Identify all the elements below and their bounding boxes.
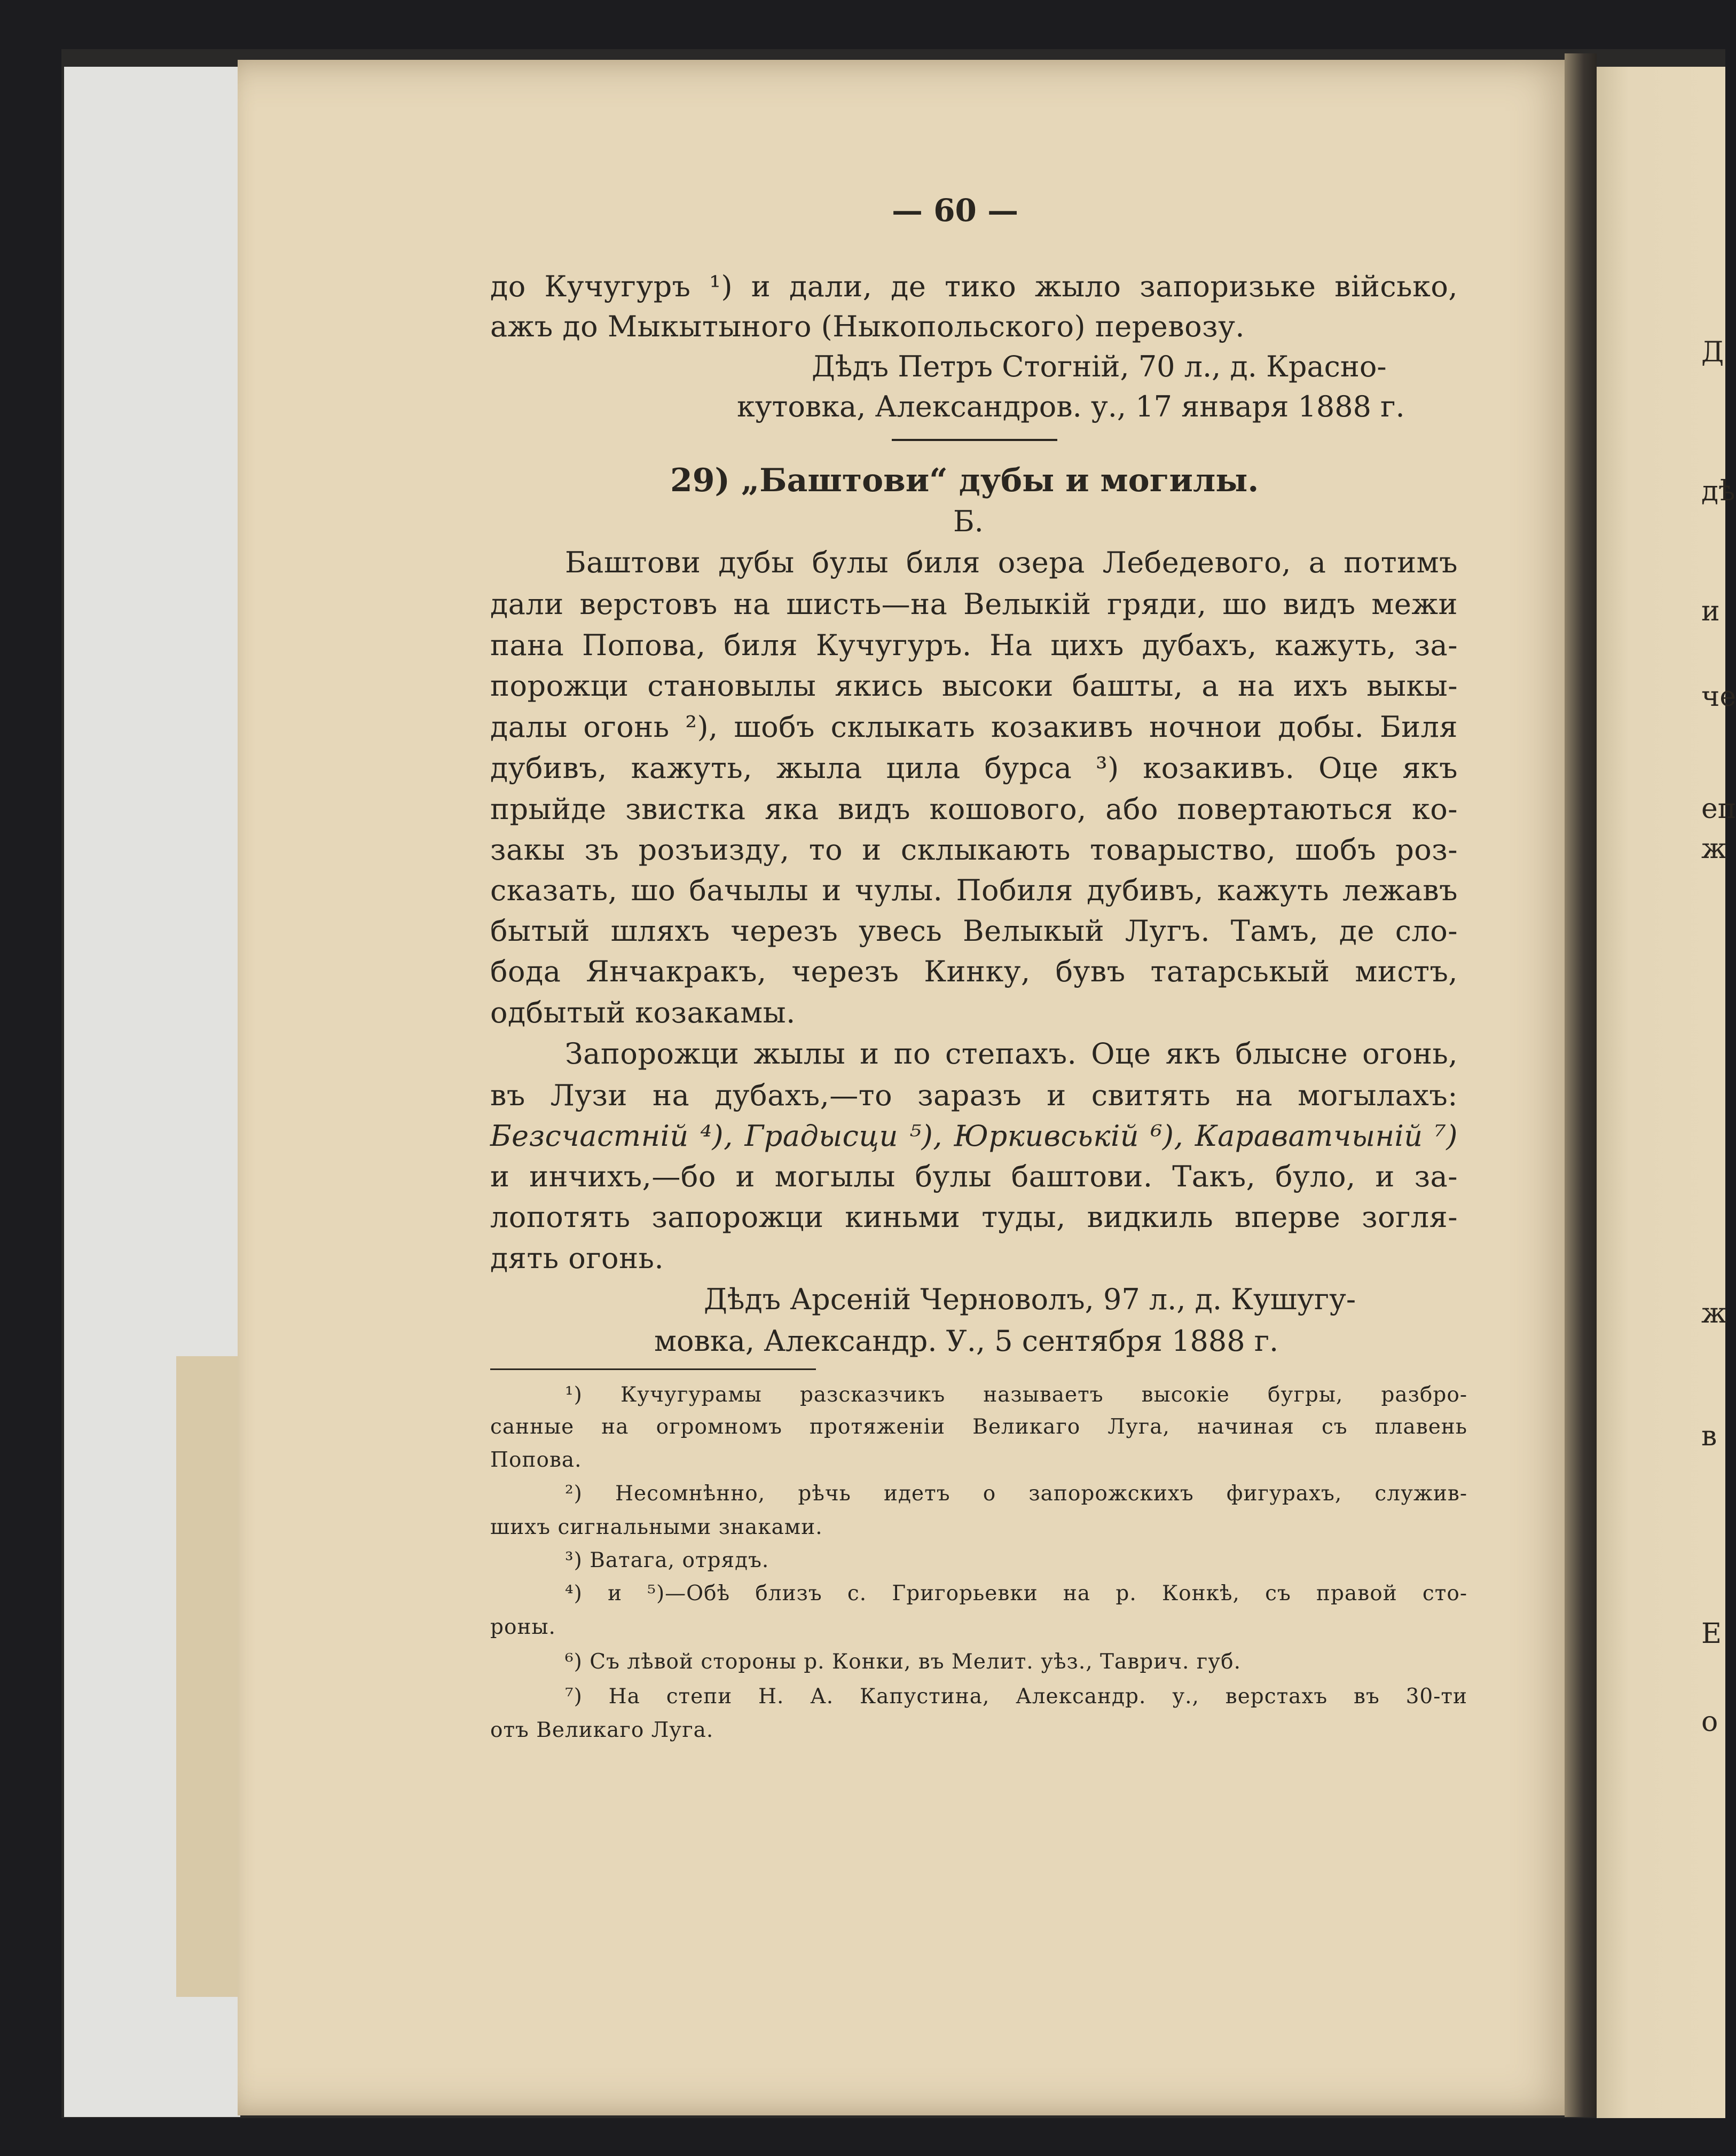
- text-line: ажъ до Мыкытыного (Ныкопольского) перевозу.: [490, 310, 1245, 343]
- attribution-line: кутовка, Александров. у., 17 января 1888 г.: [737, 390, 1405, 423]
- footnote-line: отъ Великаго Луга.: [490, 1718, 714, 1742]
- attribution-line: мовка, Александр. У., 5 сентября 1888 г.: [654, 1324, 1279, 1358]
- facing-page: [1597, 67, 1736, 2118]
- attribution-line: Дѣдъ Арсеній Черноволъ, 97 л., д. Кушугу-: [704, 1282, 1356, 1316]
- facing-page-fragment: в: [1701, 1420, 1717, 1452]
- text-line: дали верстовъ на шисть—на Велыкій гряди, шо видъ межи: [490, 587, 1458, 621]
- facing-page-fragment: дѣ: [1701, 475, 1735, 507]
- text-line: сказать, шо бачылы и чулы. Побиля дубивъ, кажуть лежавъ: [490, 874, 1458, 907]
- footnote-line: ⁴) и ⁵)—Обѣ близъ с. Григорьевки на р. Конкѣ, съ правой сто-: [565, 1581, 1467, 1606]
- text-line: до Кучугуръ ¹) и дали, де тико жыло запоризьке військо,: [490, 270, 1458, 303]
- page-number: — 60 —: [892, 192, 1019, 229]
- text-line: закы зъ розъизду, то и склыкають товарыство, шобъ роз-: [490, 833, 1458, 867]
- footnote-line: ⁶) Съ лѣвой стороны р. Конки, въ Мелит. уѣз., Таврич. губ.: [565, 1650, 1242, 1674]
- facing-page-fragment: Е: [1701, 1618, 1722, 1650]
- footnote-line: ³) Ватага, отрядъ.: [565, 1548, 769, 1572]
- footnote-line: санные на огромномъ протяженіи Великаго Луга, начиная съ плавень: [490, 1415, 1467, 1439]
- footnote-line: шихъ сигнальными знаками.: [490, 1515, 823, 1539]
- facing-page-fragment: ж: [1701, 1297, 1727, 1329]
- text-line: одбытый козакамы.: [490, 996, 796, 1029]
- separator-rule: [892, 439, 1057, 441]
- text-line: дять огонь.: [490, 1241, 664, 1275]
- facing-page-fragment: о: [1701, 1706, 1718, 1738]
- facing-page-fragment: ж: [1701, 833, 1727, 865]
- facing-page-fragment: и: [1701, 595, 1720, 627]
- cover-board-edge: [176, 1356, 246, 1997]
- footnote-line: роны.: [490, 1615, 556, 1639]
- section-marker: Б.: [953, 505, 984, 538]
- book-spine: [1565, 53, 1597, 2117]
- footnote-line: ⁷) На степи Н. А. Капустина, Александр. у., верстахъ въ 30-ти: [565, 1685, 1467, 1709]
- text-line: Баштови дубы булы биля озера Лебедевого, а потимъ: [565, 546, 1458, 579]
- facing-page-fragment: Д: [1701, 336, 1724, 368]
- text-line: пана Попова, биля Кучугуръ. На цихъ дубахъ, кажуть, за-: [490, 628, 1458, 662]
- text-line: бода Янчакракъ, черезъ Кинку, бувъ татарськый мистъ,: [490, 955, 1458, 988]
- section-heading: 29) „Баштови“ дубы и могилы.: [670, 462, 1259, 499]
- footnote-line: ¹) Кучугурамы разсказчикъ называетъ высокіе бугры, разбро-: [565, 1383, 1467, 1407]
- footnote-line: Попова.: [490, 1448, 582, 1472]
- text-line: далы огонь ²), шобъ склыкать козакивъ ночнои добы. Биля: [490, 710, 1458, 744]
- text-line: порожци становылы якись высоки башты, а на ихъ выкы-: [490, 669, 1458, 703]
- facing-page-fragment: еп: [1701, 793, 1736, 825]
- text-line: лопотять запорожци киньми туды, видкиль вперве зогля-: [490, 1200, 1458, 1234]
- text-line: Запорожци жылы и по степахъ. Оце якъ блысне огонь,: [565, 1037, 1458, 1071]
- text-line: и инчихъ,—бо и могылы булы баштови. Такъ, було, и за-: [490, 1160, 1458, 1193]
- text-line: дубивъ, кажуть, жыла цила бурса ³) козакивъ. Оце якъ: [490, 751, 1458, 785]
- text-line: въ Лузи на дубахъ,—то заразъ и свитять на могылахъ:: [490, 1079, 1458, 1112]
- footnote-line: ²) Несомнѣнно, рѣчь идетъ о запорожскихъ фигурахъ, служив-: [565, 1482, 1467, 1506]
- text-line: прыйде звистка яка видъ кошового, або повертаються ко-: [490, 792, 1458, 826]
- text-line: Безсчастній ⁴), Градысци ⁵), Юркивській ⁶), Караватчыній ⁷): [490, 1119, 1458, 1153]
- text-line: бытый шляхъ черезъ увесь Велыкый Лугъ. Тамъ, де сло-: [490, 914, 1458, 948]
- facing-page-fragment: че: [1701, 681, 1736, 713]
- attribution-line: Дѣдъ Петръ Стогній, 70 л., д. Красно-: [812, 350, 1387, 383]
- footnote-rule: [490, 1368, 816, 1370]
